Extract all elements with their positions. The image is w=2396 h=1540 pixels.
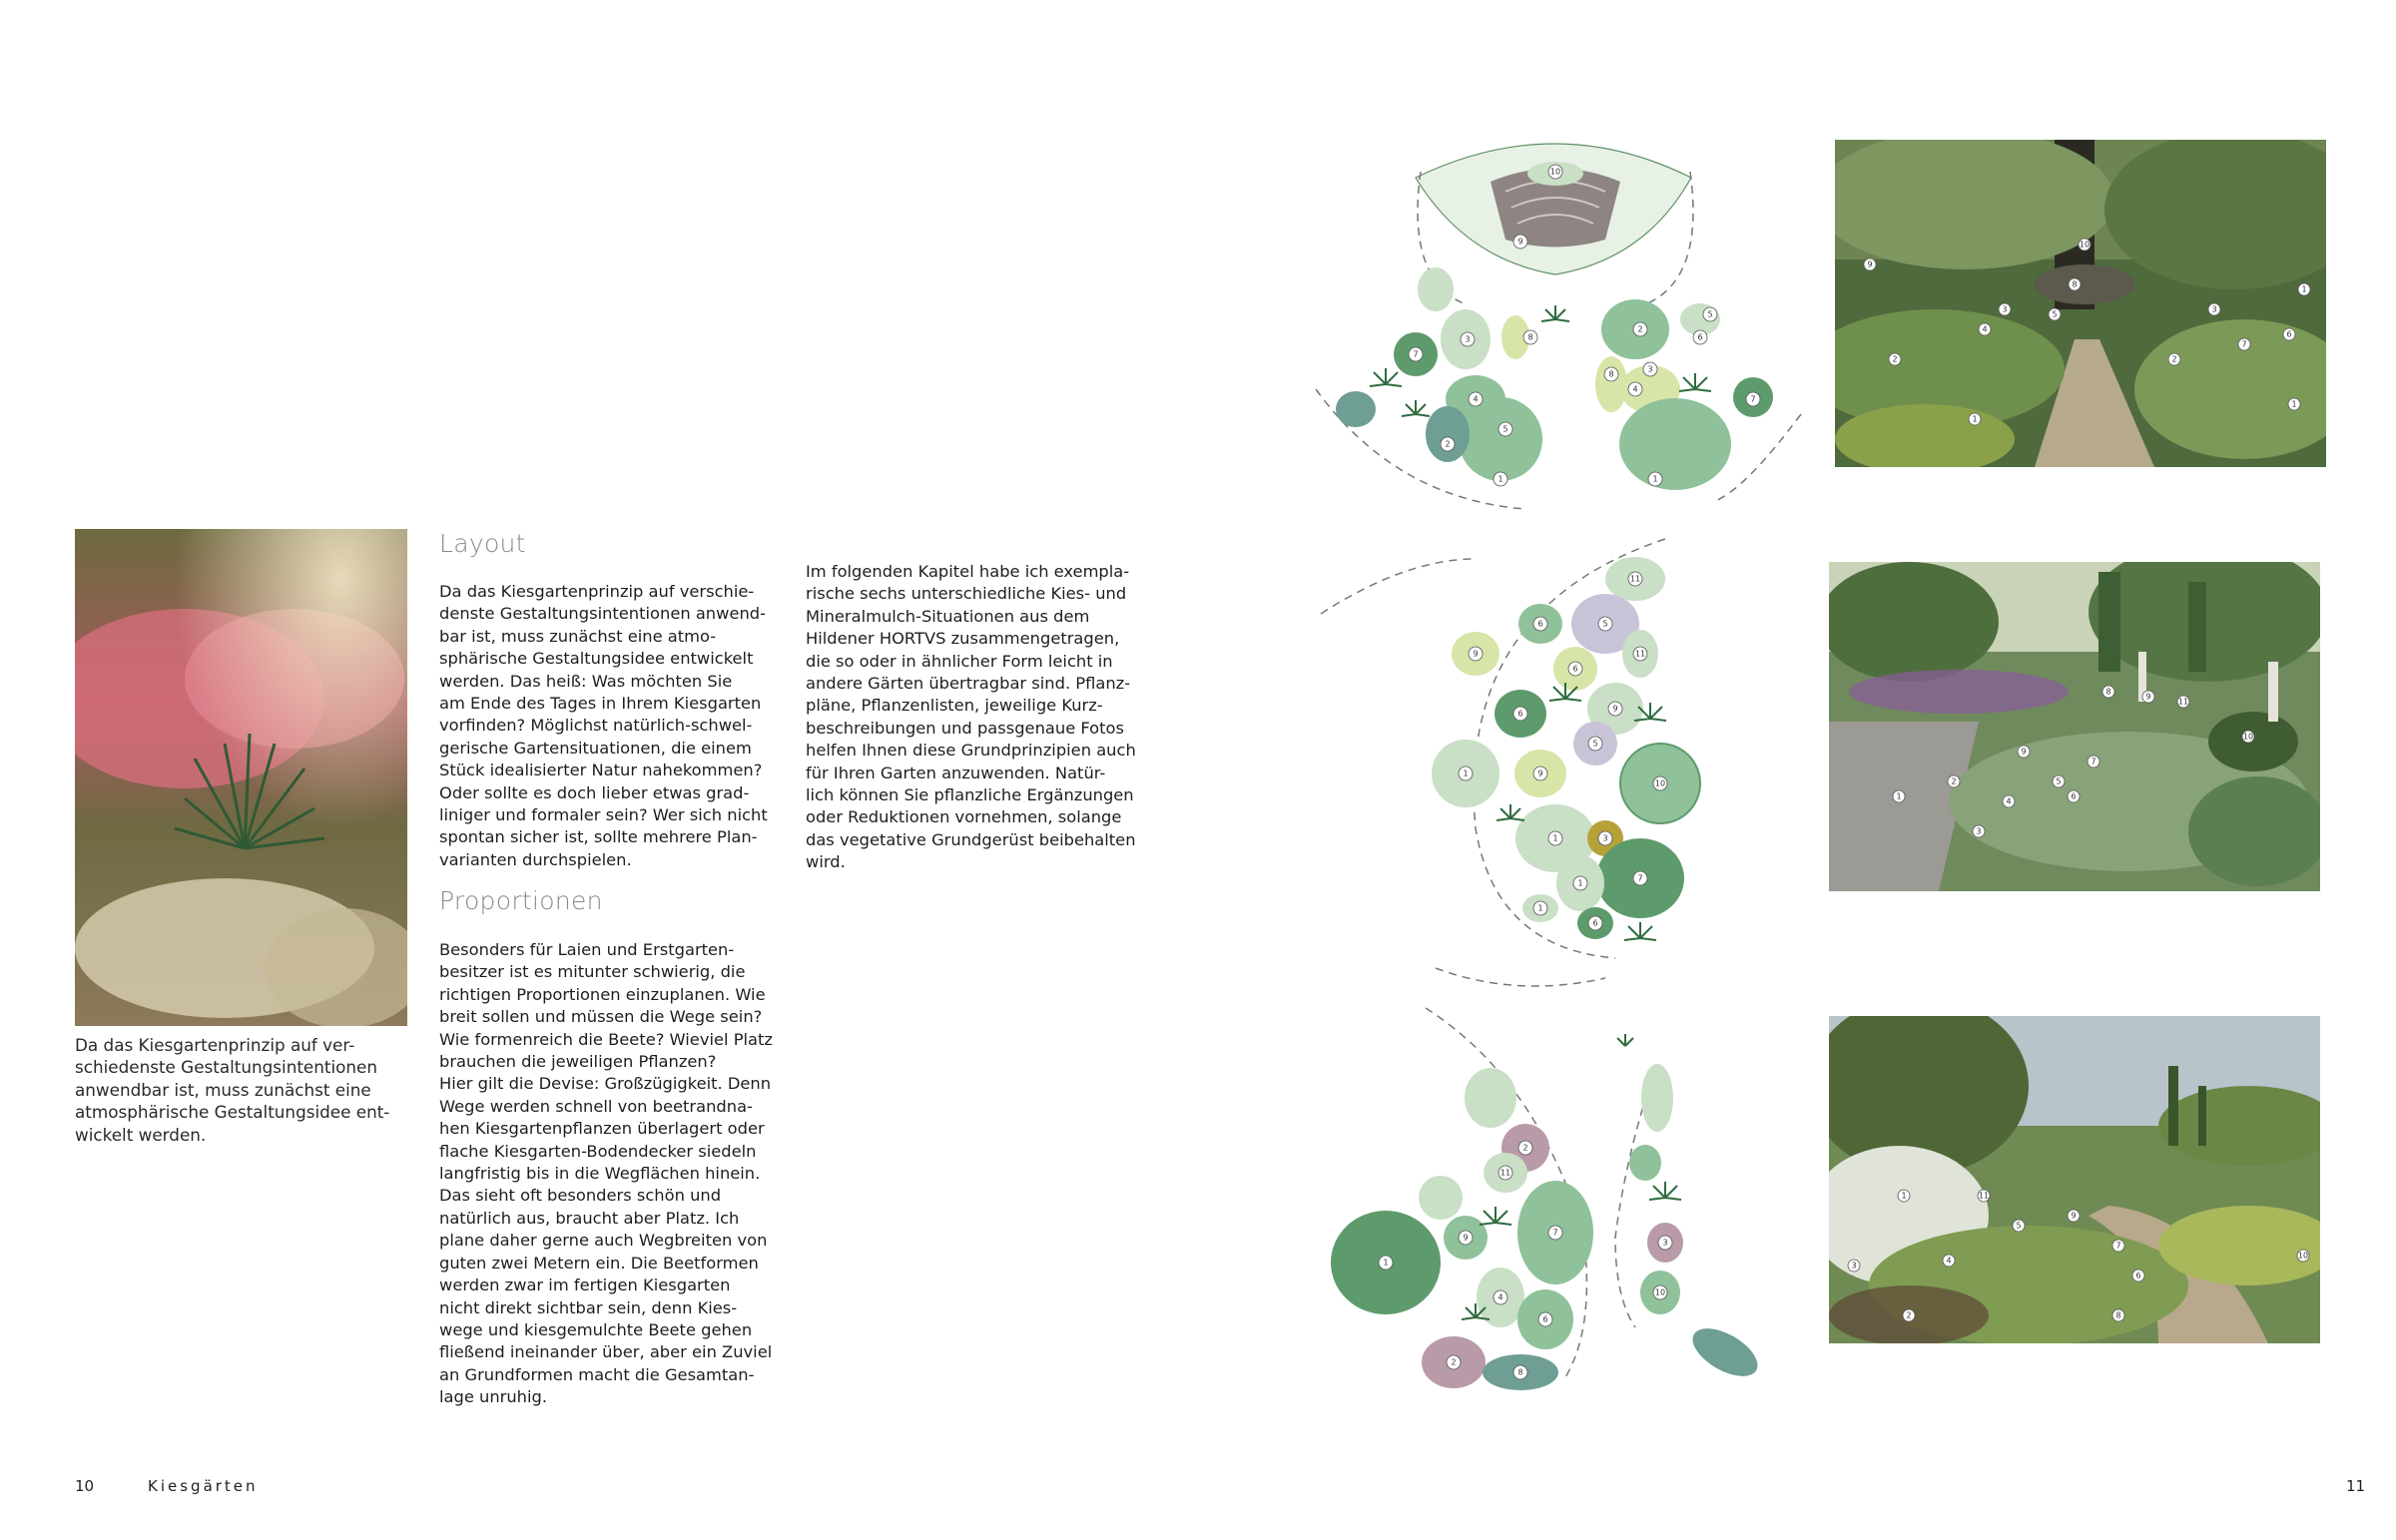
text-line: oder Reduktionen vornehmen, solange — [806, 807, 1122, 827]
svg-text:1: 1 — [1498, 474, 1503, 484]
plant-number-marker — [1628, 382, 1642, 396]
svg-text:7: 7 — [1413, 349, 1419, 359]
page-number-right: 11 — [2346, 1477, 2366, 1495]
text-line: Oder sollte es doch lieber etwas grad- — [439, 782, 750, 802]
heading-proportionen: Proportionen — [439, 886, 603, 915]
text-line: Da das Kiesgartenprinzip auf verschie- — [439, 582, 755, 601]
svg-text:10: 10 — [1654, 1287, 1666, 1297]
plant-number-marker — [1648, 472, 1662, 486]
plant-number-marker — [2079, 239, 2091, 251]
plant-number-marker — [1588, 737, 1602, 751]
plant-number-marker — [2069, 278, 2081, 290]
svg-text:1: 1 — [1552, 833, 1558, 843]
svg-text:8: 8 — [2105, 687, 2111, 697]
planting-plan-top — [1316, 100, 1801, 509]
svg-text:6: 6 — [1517, 709, 1523, 719]
text-line: die so oder in ähnlicher Form leicht in — [806, 651, 1113, 671]
plant-number-marker — [1598, 831, 1612, 845]
svg-text:2: 2 — [1906, 1310, 1912, 1320]
plant-number-marker — [1459, 767, 1473, 780]
svg-text:3: 3 — [2002, 304, 2008, 314]
plant-number-marker — [1409, 347, 1423, 361]
text-line: rische sechs unterschiedliche Kies- und — [806, 584, 1127, 604]
svg-text:2: 2 — [1445, 439, 1451, 449]
svg-text:5: 5 — [1592, 739, 1598, 749]
text-line: helfen Ihnen diese Grundprinzipien auch — [806, 741, 1136, 761]
plant-number-marker — [1999, 303, 2011, 315]
plant-number-marker — [1604, 367, 1618, 381]
photo-gravel-walk — [1829, 1016, 2320, 1343]
svg-text:7: 7 — [1637, 873, 1643, 883]
svg-text:7: 7 — [2241, 339, 2247, 349]
svg-text:9: 9 — [1463, 1233, 1469, 1243]
svg-text:8: 8 — [2115, 1310, 2121, 1320]
svg-text:5: 5 — [1707, 309, 1713, 319]
text-line: spontan sicher ist, sollte mehrere Plan- — [439, 827, 758, 847]
plant-number-marker — [1548, 1226, 1562, 1240]
svg-text:4: 4 — [1946, 1256, 1952, 1266]
svg-text:1: 1 — [1901, 1191, 1907, 1201]
svg-text:6: 6 — [1542, 1314, 1548, 1324]
plant-number-marker — [1969, 413, 1981, 425]
svg-text:9: 9 — [1612, 704, 1618, 714]
svg-text:6: 6 — [2135, 1271, 2141, 1281]
layout-paragraph — [439, 581, 768, 871]
plant-number-marker — [1441, 437, 1455, 451]
svg-text:10: 10 — [1654, 778, 1666, 788]
text-line: Im folgenden Kapitel habe ich exempla- — [806, 562, 1130, 581]
svg-text:9: 9 — [1517, 237, 1523, 247]
svg-text:8: 8 — [1517, 1367, 1523, 1377]
plant-number-marker — [1598, 617, 1612, 631]
svg-text:4: 4 — [1982, 324, 1988, 334]
photo-garden-path — [1835, 140, 2326, 467]
svg-text:7: 7 — [2115, 1241, 2121, 1251]
svg-text:5: 5 — [1602, 619, 1608, 629]
plant-number-marker — [1973, 825, 1985, 837]
text-line: Mineralmulch-Situationen aus dem — [806, 606, 1090, 626]
svg-text:2: 2 — [2171, 354, 2177, 364]
plant-number-marker — [1533, 901, 1547, 915]
plant-number-marker — [1494, 472, 1507, 486]
svg-text:10: 10 — [2297, 1251, 2309, 1261]
svg-text:1: 1 — [1463, 769, 1469, 778]
text-line: Besonders für Laien und Erstgarten- — [439, 940, 735, 959]
photo-gravel-bed — [1829, 562, 2320, 891]
text-line: werden zwar im fertigen Kiesgarten — [439, 1276, 731, 1295]
svg-text:4: 4 — [2006, 796, 2012, 806]
svg-text:3: 3 — [1465, 334, 1471, 344]
svg-text:4: 4 — [1632, 384, 1638, 394]
text-line: langfristig bis in die Wegflächen hinein. — [439, 1164, 761, 1184]
svg-text:9: 9 — [2145, 692, 2151, 702]
text-line: Das sieht oft besonders schön und — [439, 1186, 722, 1206]
svg-text:3: 3 — [1851, 1261, 1857, 1271]
text-line: liniger und formaler sein? Wer sich nicht — [439, 805, 768, 825]
plant-number-marker — [2208, 303, 2220, 315]
svg-text:4: 4 — [1473, 394, 1479, 404]
svg-text:3: 3 — [1976, 826, 1982, 836]
svg-text:2: 2 — [1451, 1357, 1457, 1367]
caption-line: schiedenste Gestaltungsintentionen — [75, 1057, 377, 1078]
plant-number-marker — [1533, 767, 1547, 780]
svg-text:3: 3 — [1647, 364, 1653, 374]
svg-text:7: 7 — [1552, 1228, 1558, 1238]
text-line: andere Gärten übertragbar sind. Pflanz- — [806, 674, 1131, 694]
svg-text:6: 6 — [1697, 332, 1703, 342]
svg-text:9: 9 — [1537, 769, 1543, 778]
text-line: gerische Gartensituationen, die einem — [439, 738, 752, 758]
caption-line: atmosphärische Gestaltungsidee ent- — [75, 1102, 390, 1123]
text-line: Hier gilt die Devise: Großzügigkeit. Denn — [439, 1074, 772, 1094]
text-line: nicht direkt sichtbar sein, denn Kies- — [439, 1297, 738, 1317]
plant-number-marker — [1469, 647, 1483, 661]
svg-text:5: 5 — [1502, 424, 1508, 434]
plant-number-marker — [2049, 308, 2061, 320]
svg-text:9: 9 — [1867, 259, 1873, 269]
text-line: natürlich aus, braucht aber Platz. Ich — [439, 1208, 740, 1228]
svg-text:7: 7 — [2091, 757, 2096, 767]
plant-number-marker — [2068, 790, 2080, 802]
plant-number-marker — [1653, 1285, 1667, 1299]
text-line: flache Kiesgarten-Bodendecker siedeln — [439, 1141, 757, 1161]
plant-number-marker — [2142, 691, 2154, 703]
svg-text:1: 1 — [1537, 903, 1543, 913]
svg-text:11: 11 — [1634, 649, 1646, 659]
heading-layout: Layout — [439, 529, 526, 558]
plant-number-marker — [2288, 398, 2300, 410]
text-line: am Ende des Tages in Ihrem Kiesgarten — [439, 694, 762, 714]
plant-number-marker — [1889, 353, 1901, 365]
plant-number-marker — [1628, 572, 1642, 586]
plant-number-marker — [2238, 338, 2250, 350]
svg-text:1: 1 — [2301, 284, 2307, 294]
plant-number-marker — [1533, 617, 1547, 631]
plant-number-marker — [1893, 790, 1905, 802]
plant-number-marker — [1538, 1312, 1552, 1326]
text-line: pläne, Pflanzenlisten, jeweilige Kurz- — [806, 696, 1103, 716]
svg-text:7: 7 — [1750, 394, 1756, 404]
svg-text:11: 11 — [1499, 1168, 1511, 1178]
plant-number-marker — [1903, 1309, 1915, 1321]
svg-text:4: 4 — [1498, 1292, 1503, 1302]
plant-number-marker — [1943, 1255, 1955, 1267]
text-line: guten zwei Metern ein. Die Beetformen — [439, 1253, 759, 1273]
svg-text:3: 3 — [1662, 1238, 1668, 1248]
text-line: sphärische Gestaltungsidee entwickelt — [439, 649, 754, 669]
plant-number-marker — [1978, 1190, 1990, 1202]
plant-number-marker — [2112, 1309, 2124, 1321]
planting-plan-bottom — [1316, 998, 1801, 1417]
text-line: Wie formenreich die Beete? Wieviel Platz — [439, 1029, 773, 1049]
text-line: plane daher gerne auch Wegbreiten von — [439, 1231, 768, 1251]
plant-number-marker — [1658, 1236, 1672, 1250]
text-line: bar ist, muss zunächst eine atmo- — [439, 626, 717, 646]
plant-number-marker — [1568, 662, 1582, 676]
plant-number-marker — [1461, 332, 1475, 346]
svg-text:6: 6 — [2071, 791, 2077, 801]
plant-number-marker — [2298, 283, 2310, 295]
svg-text:8: 8 — [1527, 332, 1533, 342]
text-line: wege und kiesgemulchte Beete gehen — [439, 1319, 753, 1339]
plant-number-marker — [2112, 1240, 2124, 1252]
svg-text:2: 2 — [1951, 776, 1957, 786]
plant-number-marker — [1643, 362, 1657, 376]
plant-number-marker — [1379, 1256, 1393, 1270]
svg-text:6: 6 — [2286, 329, 2292, 339]
svg-text:11: 11 — [1978, 1191, 1990, 1201]
text-line: Stück idealisierter Natur nahekommen? — [439, 761, 763, 780]
caption-line: wickelt werden. — [75, 1124, 207, 1145]
plant-number-marker — [1633, 647, 1647, 661]
plant-number-marker — [1523, 330, 1537, 344]
caption-line: anwendbar ist, muss zunächst eine — [75, 1079, 371, 1100]
plant-number-marker — [2132, 1270, 2144, 1282]
svg-text:10: 10 — [2242, 732, 2254, 742]
plant-number-marker — [1633, 871, 1647, 885]
plant-number-marker — [1848, 1260, 1860, 1272]
plant-number-marker — [1513, 235, 1527, 249]
svg-text:6: 6 — [1592, 918, 1598, 928]
svg-text:6: 6 — [1572, 664, 1578, 674]
svg-text:3: 3 — [2211, 304, 2217, 314]
plant-number-marker — [1898, 1190, 1910, 1202]
svg-text:6: 6 — [1537, 619, 1543, 629]
plant-number-marker — [1498, 422, 1512, 436]
text-line: lich können Sie pflanzliche Ergänzungen — [806, 785, 1134, 805]
svg-text:1: 1 — [1972, 414, 1978, 424]
svg-text:1: 1 — [1652, 474, 1658, 484]
svg-text:10: 10 — [2079, 240, 2091, 250]
caption-line: Da das Kiesgartenprinzip auf ver- — [75, 1035, 355, 1055]
text-line: Wege werden schnell von beetrandna- — [439, 1096, 753, 1116]
plant-number-marker — [1693, 330, 1707, 344]
text-line: Hildener HORTVS zusammengetragen, — [806, 629, 1120, 649]
svg-text:9: 9 — [2071, 1211, 2077, 1221]
plant-number-marker — [1548, 831, 1562, 845]
svg-text:5: 5 — [2052, 309, 2058, 319]
plant-number-marker — [1494, 1290, 1507, 1304]
text-line: beschreibungen und passgenaue Fotos — [806, 718, 1124, 738]
plant-number-marker — [1703, 307, 1717, 321]
plant-number-marker — [2102, 686, 2114, 698]
text-line: an Grundformen macht die Gesamtan- — [439, 1364, 755, 1384]
planting-plan-middle — [1316, 529, 1801, 1003]
text-line: fließend ineinander über, aber ein Zuviel — [439, 1342, 773, 1362]
plant-number-marker — [2018, 746, 2030, 758]
plant-number-marker — [1633, 322, 1647, 336]
text-line: brauchen die jeweiligen Pflanzen? — [439, 1052, 717, 1072]
plant-number-marker — [1573, 876, 1587, 890]
svg-text:1: 1 — [1577, 878, 1583, 888]
plant-number-marker — [1864, 258, 1876, 270]
text-line: richtigen Proportionen einzuplanen. Wie — [439, 984, 766, 1004]
plant-number-marker — [1513, 1365, 1527, 1379]
text-line: denste Gestaltungsintentionen anwend- — [439, 604, 766, 624]
plant-number-marker — [2177, 696, 2189, 708]
text-line: werden. Das heiß: Was möchten Sie — [439, 671, 733, 691]
text-line: wird. — [806, 852, 846, 872]
plant-number-marker — [1948, 775, 1960, 787]
plant-number-marker — [2053, 775, 2065, 787]
svg-text:11: 11 — [2177, 697, 2189, 707]
text-line: breit sollen und müssen die Wege sein? — [439, 1007, 763, 1027]
svg-text:8: 8 — [2072, 279, 2078, 289]
plant-number-marker — [2242, 731, 2254, 743]
plant-number-marker — [1518, 1141, 1532, 1155]
text-line: das vegetative Grundgerüst beibehalten — [806, 829, 1136, 849]
plant-number-marker — [1513, 707, 1527, 721]
svg-text:1: 1 — [2291, 399, 2297, 409]
photo-caption — [75, 1034, 389, 1146]
plant-number-marker — [2168, 353, 2180, 365]
svg-text:11: 11 — [1629, 574, 1641, 584]
text-line: vorfinden? Möglichst natürlich-schwel- — [439, 716, 753, 736]
plant-number-marker — [2297, 1250, 2309, 1262]
plant-number-marker — [2013, 1220, 2025, 1232]
plant-number-marker — [1469, 392, 1483, 406]
proportionen-paragraph — [439, 939, 773, 1409]
plant-number-marker — [1498, 1166, 1512, 1180]
svg-text:9: 9 — [2021, 747, 2027, 757]
plant-number-marker — [1459, 1231, 1473, 1245]
plant-number-marker — [2003, 795, 2015, 807]
plant-number-marker — [1653, 776, 1667, 790]
svg-text:8: 8 — [1608, 369, 1614, 379]
svg-text:2: 2 — [1522, 1143, 1528, 1153]
text-line: hen Kiesgartenpflanzen überlagert oder — [439, 1119, 765, 1139]
svg-text:10: 10 — [1549, 167, 1561, 177]
plant-number-marker — [1746, 392, 1760, 406]
text-line: für Ihren Garten anzuwenden. Natür- — [806, 763, 1106, 782]
svg-text:5: 5 — [2016, 1221, 2022, 1231]
plant-number-marker — [1979, 323, 1991, 335]
svg-text:2: 2 — [1637, 324, 1643, 334]
plant-number-marker — [1588, 916, 1602, 930]
svg-text:1: 1 — [1896, 791, 1902, 801]
text-line: lage unruhig. — [439, 1387, 548, 1407]
plant-number-marker — [1548, 165, 1562, 179]
column3-paragraph — [806, 561, 1136, 874]
svg-text:1: 1 — [1383, 1258, 1389, 1268]
text-line: varianten durchspielen. — [439, 849, 632, 869]
plant-number-marker — [2283, 328, 2295, 340]
page-number-left: 10 — [75, 1477, 95, 1495]
svg-text:5: 5 — [2056, 776, 2062, 786]
svg-text:3: 3 — [1602, 833, 1608, 843]
running-head: Kiesgärten — [148, 1477, 259, 1495]
photo-grass-shrub — [75, 529, 407, 1026]
plant-number-marker — [2068, 1210, 2080, 1222]
svg-text:9: 9 — [1473, 649, 1479, 659]
text-line: besitzer ist es mitunter schwierig, die — [439, 962, 746, 982]
plant-number-marker — [2088, 756, 2099, 768]
plant-number-marker — [1608, 702, 1622, 716]
plant-number-marker — [1447, 1355, 1461, 1369]
svg-text:2: 2 — [1892, 354, 1898, 364]
